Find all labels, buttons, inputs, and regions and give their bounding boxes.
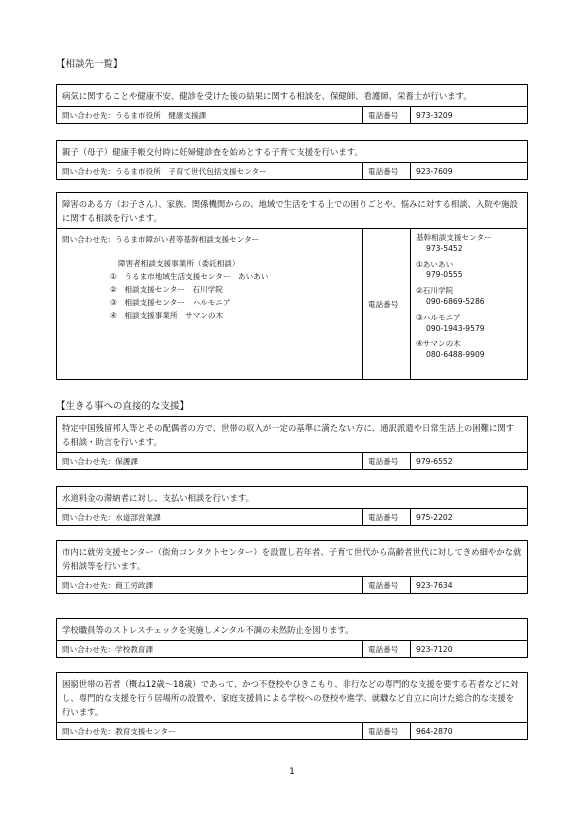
phone-label: 電話番号 [363,509,411,525]
phone-number: 923-7120 [416,644,453,654]
phone-office-name: 基幹相談支援センター [416,233,492,242]
phone-label: 電話番号 [363,723,411,739]
phone-label: 電話番号 [363,107,411,123]
sub-office-item: ① うるま市地域生活支援センター あいあい [110,271,269,281]
contact-name: 問い合わせ先：うるま市役所 健康支援課 [57,107,363,123]
phone-number: 923-7634 [416,580,453,590]
consultation-entry [56,540,528,594]
phone-list [411,229,527,379]
phone-label: 電話番号 [363,163,411,179]
consultation-entry [56,672,528,740]
entry-description: 学校職員等のストレスチェックを実施しメンタル不調の未然防止を図ります。 [57,619,527,641]
entry-description: 水道料金の滞納者に対し、支払い相談を行います。 [57,487,527,509]
entry-description: 病気に関することや健康不安、健診を受けた後の結果に関する相談を、保健師、看護師、栄養士が行います。 [57,85,527,107]
contact-name: 問い合わせ先：教育支援センター [57,723,363,739]
entry-description: 市内に就労支援センター（街角コンタクトセンター）を設置し若年者、子育て世代から高齢者世代に対してきめ細やかな就労相談等を行います。 [57,541,527,577]
entry-description: 特定中国残留邦人等とその配偶者の方で、世帯の収入が一定の基準に満たない方に、通訳派遣や日常生活上の困難に関する相談・助言を行います。 [57,417,527,453]
phone-label: 電話番号 [363,641,411,657]
phone-office-name: ①あいあい [416,259,454,269]
contact-name: 問い合わせ先：商工労政課 [57,577,363,593]
phone-label: 電話番号 [363,453,411,469]
consultation-entry [56,416,528,470]
sub-office-title: 障害者相談支援事業所（委託相談） [118,259,240,268]
sub-office-item: ③ 相談支援センター ハルモニア [110,297,231,307]
phone-number: 973-3209 [416,110,453,120]
sub-office-item: ② 相談支援センター 石川学院 [110,284,223,294]
section-heading-direct-support: 【生きる事への直接的な支援】 [56,401,190,412]
page-number: 1 [289,767,295,777]
contact-name: 問い合わせ先：うるま市障がい者等基幹相談支援センター [62,235,260,244]
contact-name: 問い合わせ先：水道部営業課 [57,509,363,525]
consultation-entry [56,84,528,124]
phone-number: 923-7609 [416,166,453,176]
phone-label: 電話番号 [363,577,411,593]
phone-number: 973-5452 [426,243,463,253]
phone-number: 979-0555 [426,270,463,280]
consultation-entry [56,140,528,180]
entry-description: 親子（母子）健康手帳交付時に妊婦健診査を始めとする子育て支援を行います。 [57,141,527,163]
contact-name: 問い合わせ先：学校教育課 [57,641,363,657]
section-heading-contact-list: 【相談先一覧】 [56,59,123,70]
phone-office-name: ③ハルモニア [416,312,461,322]
entry-description: 困窮世帯の若者（概ね12歳～18歳）であって、かつ不登校やひきこもり、非行などの専門的な支援を要する若者などに対し、専門的な支援を行う居場所の設置や、家庭支援員による学校への登校や進学、就職など自立に向けた総合的な支援を行います。 [57,673,527,723]
phone-number: 975-2202 [416,512,453,522]
phone-number: 964-2870 [416,726,453,736]
phone-number: 979-6552 [416,456,453,466]
phone-office-name: ②石川学院 [416,286,454,296]
contact-details [57,229,363,379]
sub-office-item: ④ 相談支援事業所 サマンの木 [110,310,224,320]
phone-office-name: ④サマンの木 [416,339,461,349]
consultation-entry [56,618,528,658]
phone-number: 090-6869-5286 [426,296,485,306]
phone-number: 080-6488-9909 [426,350,485,360]
contact-name: 問い合わせ先：うるま市役所 子育て世代包括支援センター [57,163,363,179]
contact-name: 問い合わせ先：保護課 [57,453,363,469]
consultation-entry [56,486,528,526]
consultation-entry-disability [56,192,528,380]
phone-number: 090-1943-9579 [426,323,485,333]
phone-label: 電話番号 [363,229,411,379]
entry-description: 障害のある方（お子さん）、家族、関係機関からの、地域で生活をする上での困りごとや、悩みに対する相談、入院や施設に関する相談を行います。 [57,193,527,229]
